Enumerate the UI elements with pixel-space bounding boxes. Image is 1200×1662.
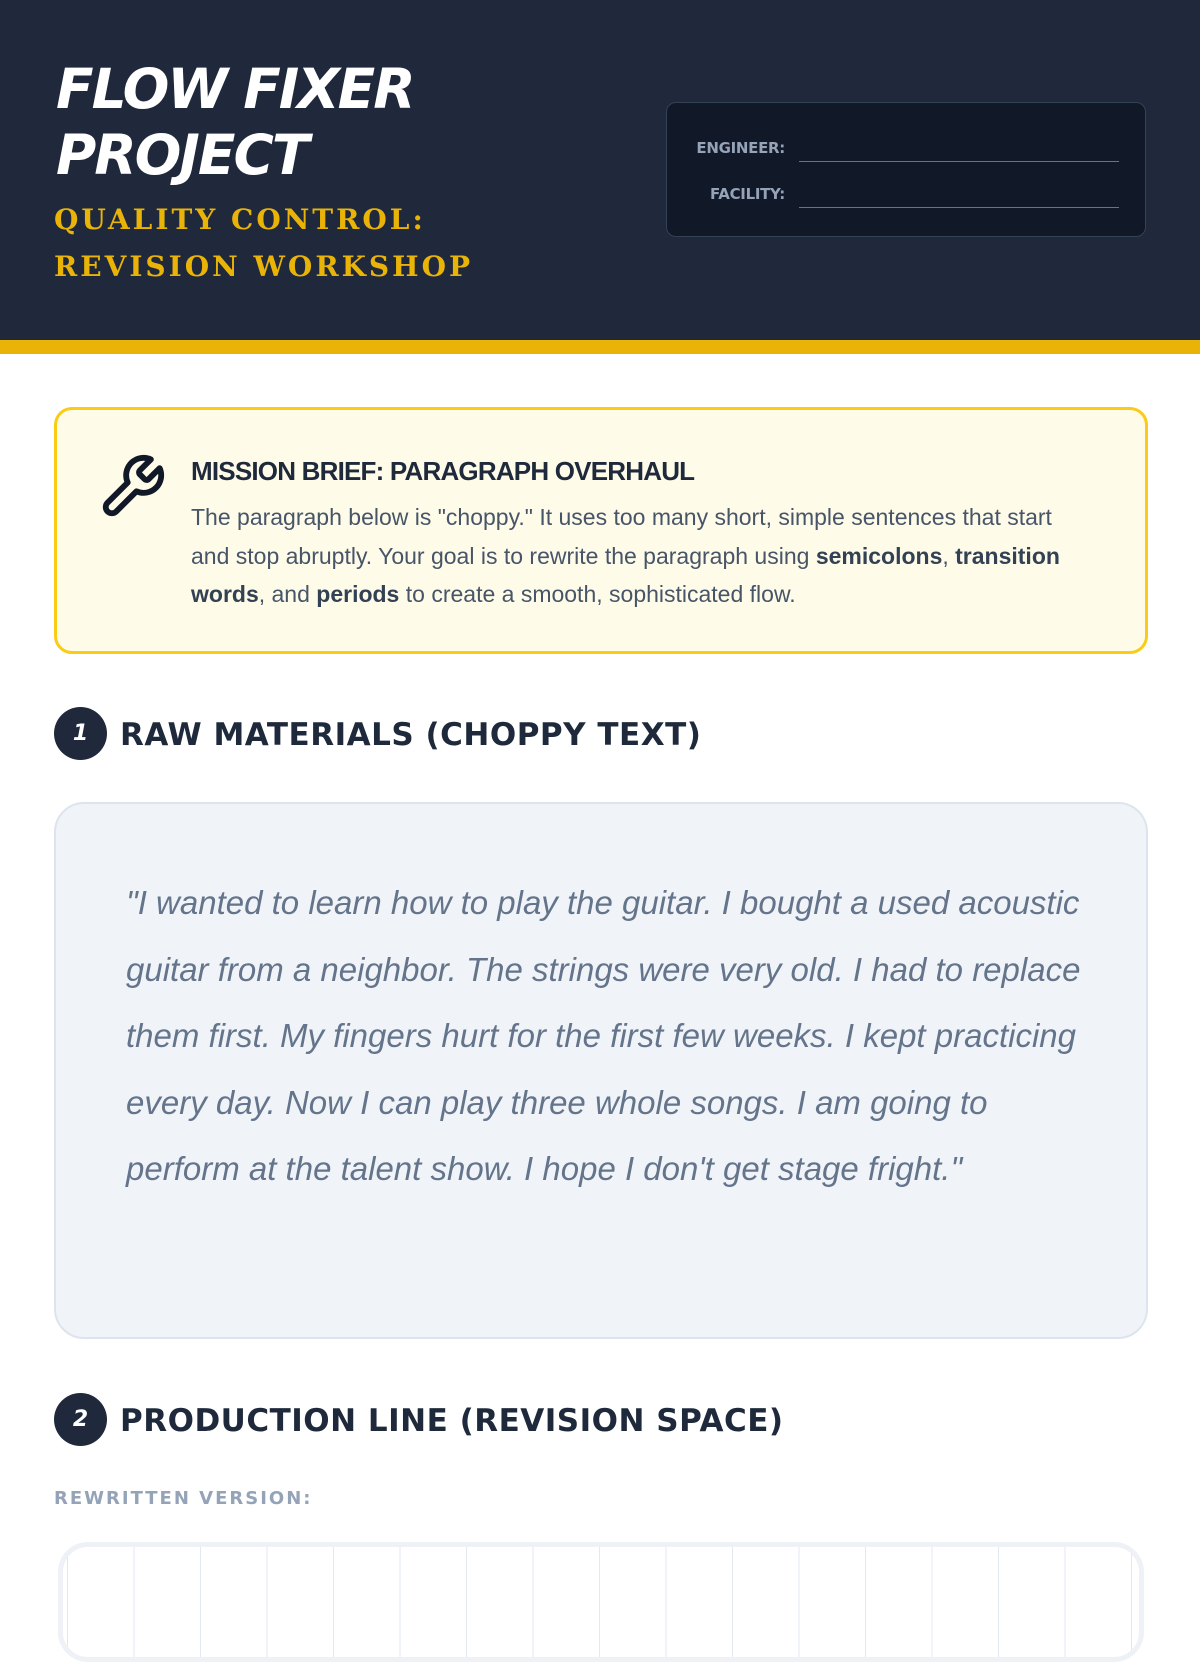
- revision-writing-area[interactable]: [58, 1542, 1144, 1662]
- keyword-semicolons: semicolons: [815, 542, 943, 569]
- section-raw-materials: [54, 707, 954, 761]
- facility-field[interactable]: [667, 179, 1147, 209]
- section-production-line: [54, 1393, 954, 1447]
- facility-label: FACILITY:: [710, 185, 785, 203]
- mission-text: The paragraph below is "choppy." It uses too many short, simple sentences that start and stop abruptly. Your goal is to rewrite the paragraph using semicolons, transition words, and periods to create a smooth, sophisticated flow.: [191, 504, 1060, 607]
- engineer-line[interactable]: [799, 161, 1119, 162]
- engineer-label: ENGINEER:: [696, 139, 785, 157]
- mission-title: MISSION BRIEF: PARAGRAPH OVERHAUL: [191, 456, 695, 486]
- raw-text-box: [54, 802, 1148, 1339]
- worksheet-header: [0, 0, 1200, 354]
- identity-box: [666, 102, 1146, 237]
- facility-line[interactable]: [799, 207, 1119, 208]
- section-number-badge: 2: [54, 1393, 107, 1446]
- section-title: RAW MATERIALS (CHOPPY TEXT): [120, 717, 702, 753]
- wrench-icon: [97, 452, 167, 522]
- worksheet-subtitle: QUALITY CONTROL: REVISION WORKSHOP: [54, 203, 474, 283]
- section-number-badge: 1: [54, 707, 107, 760]
- choppy-paragraph: "I wanted to learn how to play the guitar. I bought a used acoustic guitar from a neighbor. The strings were very old. I had to replace them first. My fingers hurt for the first few weeks. I kept practicing every day. Now I can play three whole songs. I am going to perform at the talent show. I hope I don't get stage fright.": [126, 884, 1081, 1187]
- engineer-field[interactable]: [667, 133, 1147, 163]
- rewritten-version-label: REWRITTEN VERSION:: [54, 1488, 313, 1509]
- section-title: PRODUCTION LINE (REVISION SPACE): [120, 1403, 784, 1439]
- keyword-transition-words: transition words: [191, 542, 1060, 607]
- mission-brief: [54, 407, 1148, 654]
- keyword-periods: periods: [316, 581, 400, 607]
- worksheet-title: FLOW FIXER PROJECT: [56, 57, 414, 187]
